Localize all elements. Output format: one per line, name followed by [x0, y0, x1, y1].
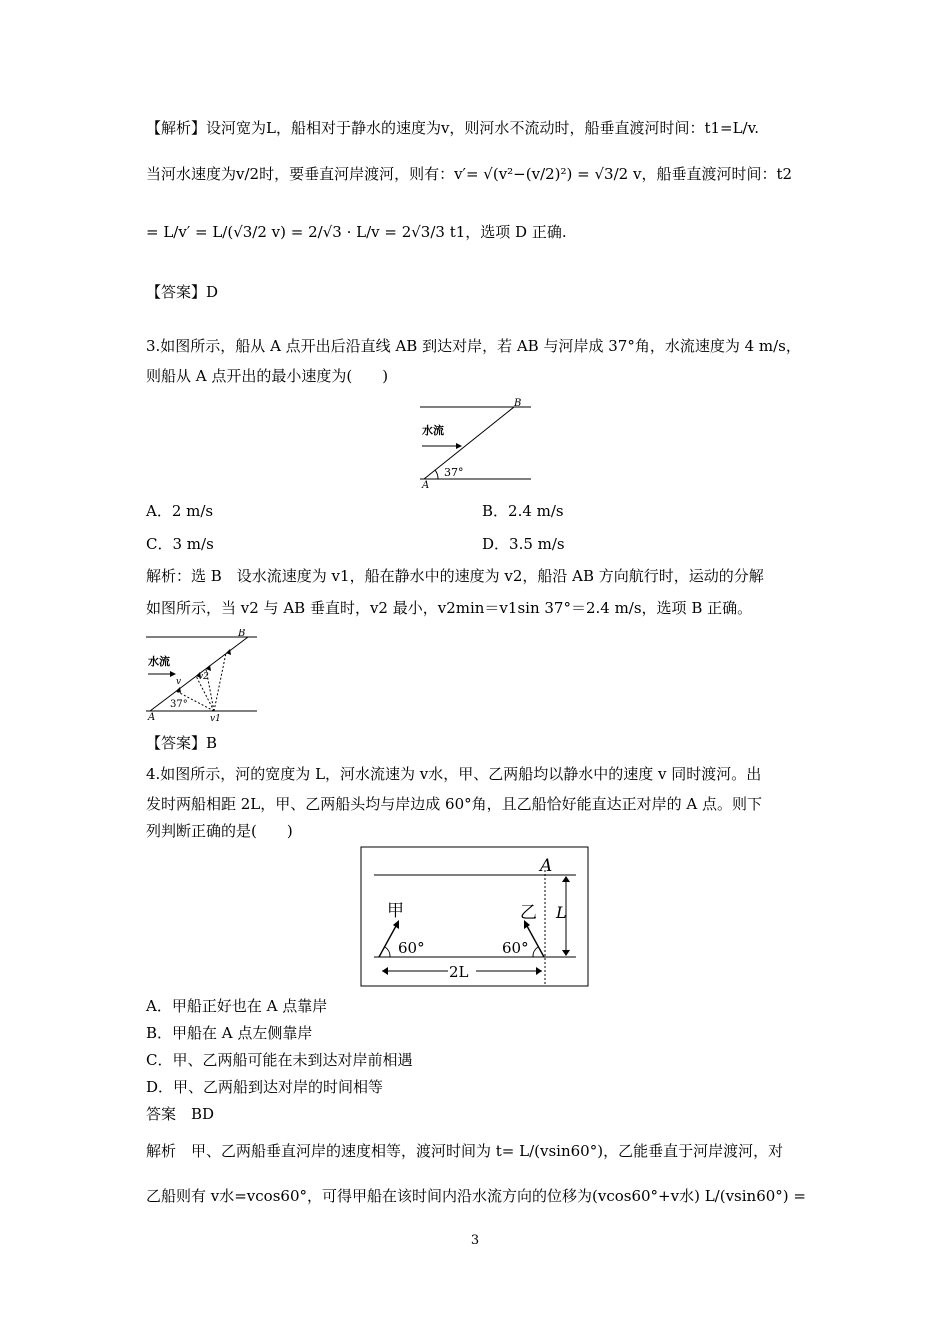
q4-option-d[interactable]: D．甲、乙两船到达对岸的时间相等	[146, 1078, 384, 1096]
q3s-flow-label: 水流	[148, 655, 170, 668]
q3-stem-line2: 则船从 A 点开出的最小速度为( )	[146, 367, 389, 385]
q3-option-d[interactable]: D．3.5 m/s	[482, 535, 565, 553]
q3s-point-b: B	[238, 629, 246, 639]
q4-angle-jia: 60°	[398, 939, 425, 957]
q4-boat-jia-vector	[379, 926, 396, 957]
q4-option-b[interactable]: B．甲船在 A 点左侧靠岸	[146, 1024, 313, 1042]
q3-flow-arrowhead	[456, 443, 462, 449]
q3s-angle-label: 37°	[170, 699, 188, 710]
q4-stem-line1: 4.如图所示，河的宽度为 L，河水流速为 v水，甲、乙两船均以静水中的速度 v 同时渡河。出	[146, 765, 762, 783]
q3-option-a[interactable]: A．2 m/s	[146, 502, 214, 520]
analysis1-line1	[146, 118, 759, 138]
q3-flow-label: 水流	[422, 424, 444, 437]
q4-stem-line2: 发时两船相距 2L，甲、乙两船头均与岸边成 60°角，且乙船恰好能直达正对岸的 A 点。则下	[146, 795, 762, 813]
q4-distance-arrow-right	[536, 967, 542, 975]
analysis1-line2-text: 当河水速度为v/2时，要垂直河岸渡河，则有：v′= √(v²−(v/2)²) = √3/2 v，船垂直渡河时间：t2	[146, 165, 793, 183]
q3-solution-line1: 解析：选 B 设水流速度为 v1，船在静水中的速度为 v2，船沿 AB 方向航行时，运动的分解	[146, 567, 764, 585]
q3-angle-arc	[435, 470, 438, 479]
analysis1-line2	[146, 164, 792, 184]
q4-angle-yi: 60°	[502, 939, 529, 957]
q4-angle-arc-jia	[385, 947, 390, 957]
q3s-v1-label: v1	[210, 714, 221, 724]
q4-width-arrow-down	[562, 950, 570, 956]
page-number: 3	[470, 1233, 480, 1248]
q4-option-c[interactable]: C．甲、乙两船可能在未到达对岸前相遇	[146, 1051, 413, 1069]
q4-label-jia: 甲	[387, 901, 404, 921]
analysis1-line1-text: 【解析】设河宽为L，船相对于静水的速度为v，则河水不流动时，船垂直渡河时间：t1=L/v.	[146, 119, 760, 137]
analysis1-line3	[146, 222, 567, 242]
q3-stem-line1: 3.如图所示，船从 A 点开出后沿直线 AB 到达对岸，若 AB 与河岸成 37°角，水流速度为 4 m/s，	[146, 337, 801, 355]
q3-figure	[418, 396, 533, 488]
q3-option-b[interactable]: B．2.4 m/s	[482, 502, 564, 520]
q3-option-c[interactable]: C．3 m/s	[146, 535, 214, 553]
q4-answer: 答案 BD	[146, 1105, 215, 1123]
q4-figure	[360, 846, 590, 988]
q4-boat-jia-arrowhead	[393, 920, 399, 929]
q3s-v2-label: v2	[198, 672, 209, 682]
q4-point-a: A	[540, 856, 553, 876]
q4-width-arrow-up	[562, 876, 570, 882]
q4-option-a[interactable]: A．甲船正好也在 A 点靠岸	[146, 997, 328, 1015]
q3s-point-a: A	[148, 712, 156, 723]
q4-distance-arrow-left	[382, 967, 388, 975]
analysis1-answer: 【答案】D	[146, 283, 219, 301]
q4-width-label: L	[556, 903, 567, 922]
q4-label-yi: 乙	[520, 903, 537, 923]
q4-stem-line3: 列判断正确的是( )	[146, 822, 293, 840]
q3-angle-label: 37°	[444, 466, 464, 479]
q4-solution-line2: 乙船则有 v水=vcos60°，可得甲船在该时间内沿水流方向的位移为(vcos60°+v水) L/(vsin60°) =	[146, 1187, 806, 1205]
q3-point-b: B	[514, 398, 522, 409]
q3s-v-label: v	[176, 677, 182, 687]
analysis1-line3-text: = L/v′ = L/(√3/2 v) = 2/√3 · L/v = 2√3/3 t1，选项 D 正确.	[146, 223, 567, 241]
q4-distance-label: 2L	[449, 963, 469, 981]
q3-point-a: A	[422, 480, 430, 488]
q3-answer: 【答案】B	[146, 734, 218, 752]
q3-solution-line2: 如图所示，当 v2 与 AB 垂直时，v2 最小，v2min＝v1sin 37°＝2.4 m/s，选项 B 正确。	[146, 599, 753, 617]
q4-boat-yi-vector	[527, 926, 544, 957]
q4-solution-line1: 解析 甲、乙两船垂直河岸的速度相等，渡河时间为 t= L/(vsin60°)，乙能垂直于河岸渡河，对	[146, 1142, 784, 1160]
q4-angle-arc-yi	[533, 947, 538, 957]
q3-solution-figure	[144, 629, 259, 724]
q3-path-ab	[424, 407, 514, 479]
